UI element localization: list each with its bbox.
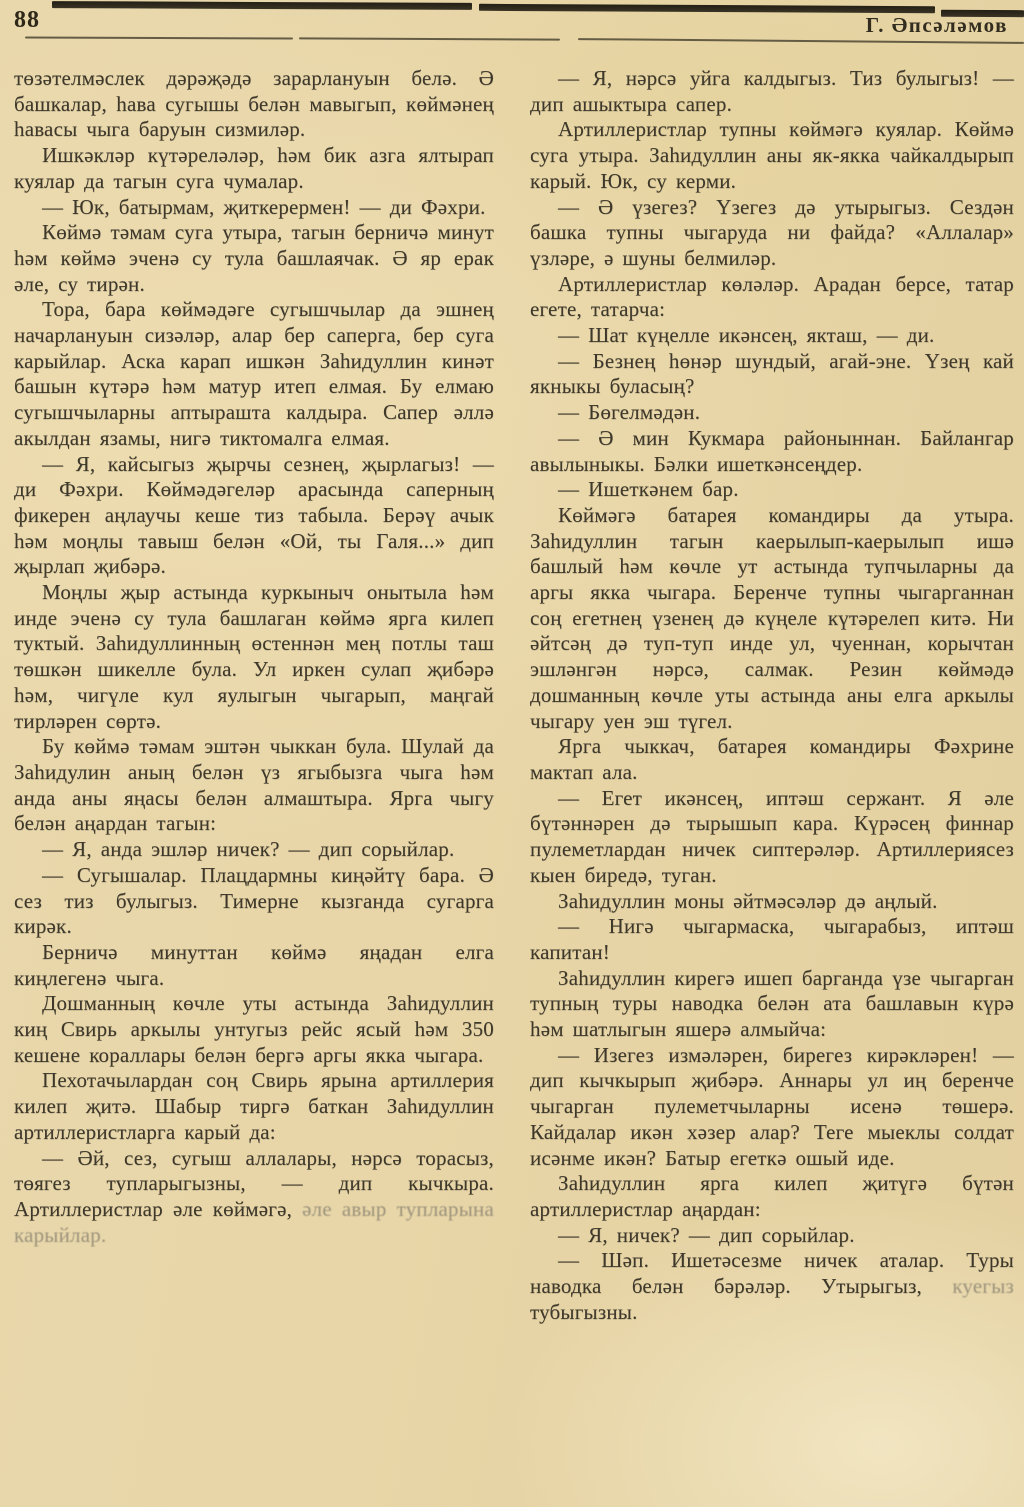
paragraph-text: — Егет икәнсең, иптәш сержант. Я әле бүтәннәрен дә тырышып кара. Күрәсең финнар пулеметлардан ничек сиптерәләр. Артиллериясез кыен биредә, туган. <box>530 785 1014 887</box>
faded-print-text: куегыз <box>952 1274 1014 1299</box>
paragraph-text: — Нигә чыгармаска, чыгарабыз, иптәш капитан! <box>530 914 1014 964</box>
paragraph-text: — Я, кайсыгыз җырчы сезнең, җырлагыз! — ди Фәхри. Көймәдәгеләр арасында саперның фикерен аңлаучы кеше тиз табыла. Берәү ачык һәм моңлы тавыш белән «Ой, ты Галя...» дип җырлап җибәрә. <box>14 451 494 579</box>
paragraph <box>14 863 494 940</box>
paragraph-text: — Я, анда эшләр ничек? — дип сорыйлар. <box>42 837 455 862</box>
paragraph <box>530 1043 1014 1172</box>
paragraph-text: Ишкәкләр күтәреләләр, һәм бик азга ялтырап куялар да тагын суга чумалар. <box>14 143 494 193</box>
paragraph <box>14 143 494 194</box>
paragraph <box>14 734 494 837</box>
paragraph <box>14 940 494 991</box>
paragraph-text-tail: тубыгызны. <box>530 1299 638 1324</box>
paragraph-text: Пехотачылардан соң Свирь ярына артиллерия килеп җитә. Шабыр тиргә баткан Заһидуллин артиллеристларга карый да: <box>14 1068 494 1144</box>
paragraph <box>530 323 1014 349</box>
paragraph <box>530 195 1014 272</box>
paragraph <box>530 734 1014 785</box>
paragraph <box>530 786 1014 889</box>
paragraph <box>530 477 1014 503</box>
paragraph <box>530 1248 1014 1325</box>
paragraph <box>14 195 494 221</box>
paragraph-text: Моңлы җыр астында куркыныч онытыла һәм инде эченә су тула башлаган көймә ярга килеп туктый. Заһидуллинның өстеннән мең потлы таш төшкән шикелле була. Ул иркен сулап җибәрә һәм, чигүле кул яулыгын чыгарып, маңгай тирләрен сөртә. <box>14 580 494 733</box>
paragraph-text: Берничә минуттан көймә яңадан елга киңлегенә чыга. <box>14 939 494 990</box>
text-columns <box>14 66 1014 1325</box>
paragraph <box>530 117 1014 194</box>
top-rule-segment-left <box>52 1 472 10</box>
paragraph <box>530 66 1014 117</box>
paragraph-text: — Бөгелмәдән. <box>558 400 701 425</box>
page-number: 88 <box>14 7 40 33</box>
paragraph <box>14 452 494 581</box>
top-rule-segment-middle <box>479 4 935 13</box>
paragraph-text: — Юк, батырмам, җиткерермен! — ди Фәхри. <box>42 194 486 219</box>
paragraph-text: Заһидуллин моны әйтмәсәләр дә аңлый. <box>558 888 938 913</box>
paragraph-text: Ярга чыккач, батарея командиры Фәхрине мактап ала. <box>530 734 1014 784</box>
header-rule-middle <box>299 37 560 40</box>
paragraph-text: — Изегез измәләрен, бирегез кирәкләрен! — дип кычкырып җибәрә. Аннары ул иң беренче чыгарган пулеметчыларны исенә төшерә. Кайдалар икән хәзер алар? Теге мыеклы солдат исәнме икән? Батыр егеткә ошый иде. <box>530 1042 1014 1170</box>
faded-print-text: әле авыр тупларына карыйлар. <box>14 1196 494 1247</box>
paragraph <box>14 297 494 451</box>
paragraph-text: Дошманның көчле уты астында Заһидуллин киң Свирь аркылы унтугыз рейс ясый һәм 350 кешене кораллары белән бергә аргы якка чыгара. <box>14 991 494 1067</box>
paragraph <box>14 991 494 1068</box>
paragraph <box>530 889 1014 915</box>
paragraph-text: — Я, ничек? — дип сорыйлар. <box>558 1222 855 1247</box>
paragraph-text: — Ә үзегез? Үзегез дә утырыгыз. Сездән башка тупны чыгаруда ни файда? «Аллалар» үзләре, ә шуны белмиләр. <box>530 194 1014 270</box>
paragraph-text: — Сугышалар. Плацдармны киңәйтү бара. Ә сез тиз булыгыз. Тимерне кызганда сугарга кирәк. <box>14 862 494 939</box>
paragraph-text: — Әй, сез, сугыш аллалары, нәрсә торасыз, төягез тупларыгызны, — дип кычкыра. Артиллеристлар әле көймәгә, <box>14 1145 494 1221</box>
paragraph <box>14 220 494 297</box>
paragraph-text: Заһидуллин ярга килеп җитүгә бүтән артиллеристлар аңардан: <box>530 1171 1014 1221</box>
paragraph-text: Артиллеристлар көләләр. Арадан берсе, татар егете, татарча: <box>530 271 1014 322</box>
paragraph-text: төзәтелмәслек дәрәҗәдә зарарлануын белә. Ә башкалар, һава сугышы белән мавыгып, көймәнең һавасы чыга баруын сизмиләр. <box>14 66 494 142</box>
paragraph-text: — Безнең һөнәр шундый, агай-эне. Үзең кай якныкы буласың? <box>530 348 1014 399</box>
left-column <box>14 66 494 1325</box>
paragraph-text: — Ишеткәнем бар. <box>558 477 739 502</box>
paragraph <box>14 1146 494 1249</box>
paragraph-text: Көймәгә батарея командиры да утыра. Заһидуллин тагын каерылып-каерылып ишә башлый һәм көчле ут астында тупчыларны да аргы якка чыгара. Беренче тупны чыгарганнан соң егетнең үзенең дә күңеле күтәрелеп китә. Ни әйтсәң дә туп-туп инде ул, чуеннан, корычтан эшләнгән нәрсә, салмак. Резин көймәдә дошманның көчле уты астында аны елга аркылы чыгару уен эш түгел. <box>530 502 1014 733</box>
paragraph <box>14 580 494 734</box>
right-column <box>530 66 1014 1325</box>
paragraph <box>530 426 1014 477</box>
paragraph-text: Заһидуллин кирегә ишеп барганда үзе чыгарган тупның туры наводка белән ата башлавын күрә һәм шатлыгын яшерә алмыйча: <box>530 965 1014 1042</box>
paragraph <box>14 1068 494 1145</box>
paragraph <box>530 349 1014 400</box>
paragraph <box>530 400 1014 426</box>
running-head-author: Г. Әпсәләмов <box>865 13 1008 37</box>
paragraph-text: — Я, нәрсә уйга калдыгыз. Тиз булыгыз! — дип ашыктыра сапер. <box>530 66 1014 116</box>
paragraph-text: — Шәп. Ишетәсезме ничек аталар. Туры наводка белән бәрәләр. Утырыгыз, <box>530 1248 1014 1299</box>
paragraph <box>530 503 1014 734</box>
header-rule-left <box>25 37 293 40</box>
paragraph-text: — Ә мин Кукмара районыннан. Байлангар авылыныкы. Бәлки ишеткәнсеңдер. <box>530 425 1014 476</box>
paragraph-text: Бу көймә тәмам эштән чыккан була. Шулай да Заһидулин аның белән үз ягыбызга чыга һәм анда аны яңасы белән алмаштыра. Ярга чыгу белән аңардан тагын: <box>14 734 494 836</box>
paragraph <box>530 1171 1014 1222</box>
paragraph <box>14 837 494 863</box>
paragraph-text: Артиллеристлар тупны көймәгә куялар. Көймә суга утыра. Заһидуллин аны як-якка чайкалдырып карый. Юк, су керми. <box>530 117 1014 193</box>
header-rule-right <box>578 38 1024 44</box>
paragraph <box>530 272 1014 323</box>
paragraph-text: Көймә тәмам суга утыра, тагын берничә минут һәм көймә эченә су тула башлаячак. Ә яр ерак әле, су тирән. <box>14 220 494 296</box>
paragraph <box>14 66 494 143</box>
paragraph <box>530 914 1014 965</box>
paragraph <box>530 1223 1014 1249</box>
paragraph-text: Тора, бара көймәдәге сугышчылар да эшнең начарлануын сизәләр, алар бер саперга, бер суга карыйлар. Аска карап ишкән Заһидуллин кинәт башын күтәрә һәм матур итеп елмая. Бу елмаю сугышчыларны аптырашта калдыра. Сапер әллә акылдан язамы, нигә тиктомалга елмая. <box>14 297 494 450</box>
paragraph-text: — Шат күңелле икәнсең, якташ, — ди. <box>558 323 935 348</box>
paragraph <box>530 966 1014 1043</box>
